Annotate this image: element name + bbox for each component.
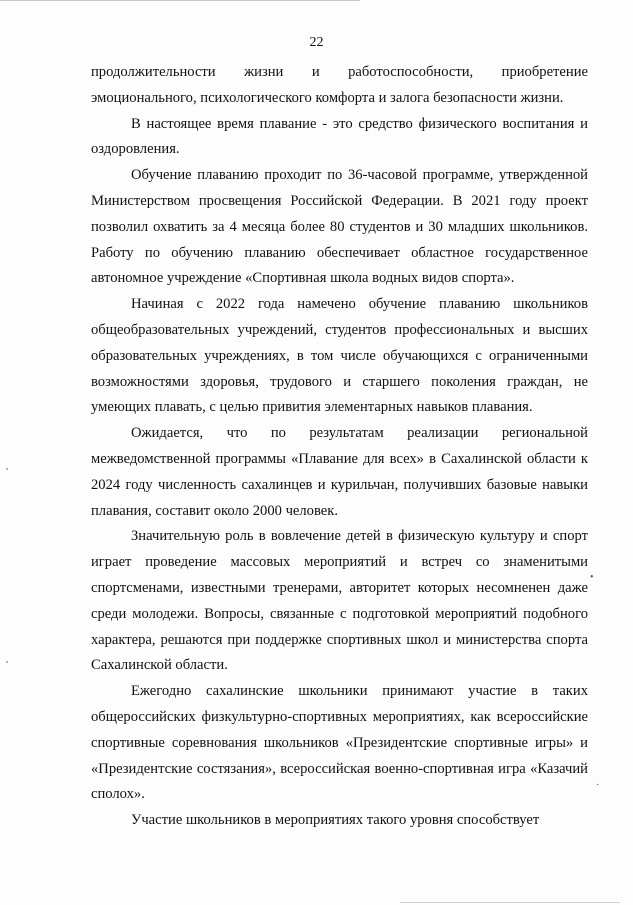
paragraph-8: Участие школьников в мероприятиях такого уровня способствует [131,812,540,829]
paragraph-5: Ожидается, что по результатам реализации региональной межведомственной программы «Плавание для всех» в Сахалинской области к 2024 году численность сахалинцев и курильчан, получивших базовые навыки плавания, составит около 2000 человек. [91,425,588,519]
page-number: 22 [309,35,324,50]
scan-speck [6,468,8,470]
scan-edge-bottom [400,902,620,903]
paragraph-4: Начиная с 2022 года намечено обучение плаванию школьников общеобразовательных учреждений, студентов профессиональных и высших образовательных учреждениях, в том числе обучающихся с ограниченными возможностями здоровья, трудового и старшего поколения граждан, не умеющих плавать, с целью привития элементарных навыков плавания. [91,296,588,416]
scan-speck: · [596,780,600,791]
scan-edge-top [0,0,360,1]
document-body [91,60,588,834]
paragraph-1: продолжительности жизни и работоспособности, приобретение эмоционального, психологического комфорта и залога безопасности жизни. [91,64,588,106]
paragraph-7: Ежегодно сахалинские школьники принимают участие в таких общероссийских физкультурно-спортивных мероприятиях, как всероссийские спортивные соревнования школьников «Президентские спортивные игры» и «Президентские состязания», всероссийская военно-спортивная игра «Казачий сполох». [91,683,588,803]
paragraph-6: Значительную роль в вовлечение детей в физическую культуру и спорт играет проведение массовых мероприятий и встреч со знаменитыми спортсменами, известными тренерами, авторитет которых несомненен даже среди молодежи. Вопросы, связанные с подготовкой мероприятий подобного характера, решаются при поддержке спортивных школ и министерства спорта Сахалинской области. [91,528,588,674]
paragraph-2: В настоящее время плавание - это средство физического воспитания и оздоровления. [91,115,588,158]
scan-speck [6,661,8,663]
scan-speck: • [590,572,594,583]
paragraph-3: Обучение плаванию проходит по 36-часовой программе, утвержденной Министерством просвещения Российской Федерации. В 2021 году проект позволил охватить за 4 месяца более 80 студентов и 30 младших школьников. Работу по обучению плаванию обеспечивает областное государственное автономное учреждение «Спортивная школа водных видов спорта». [91,167,588,287]
